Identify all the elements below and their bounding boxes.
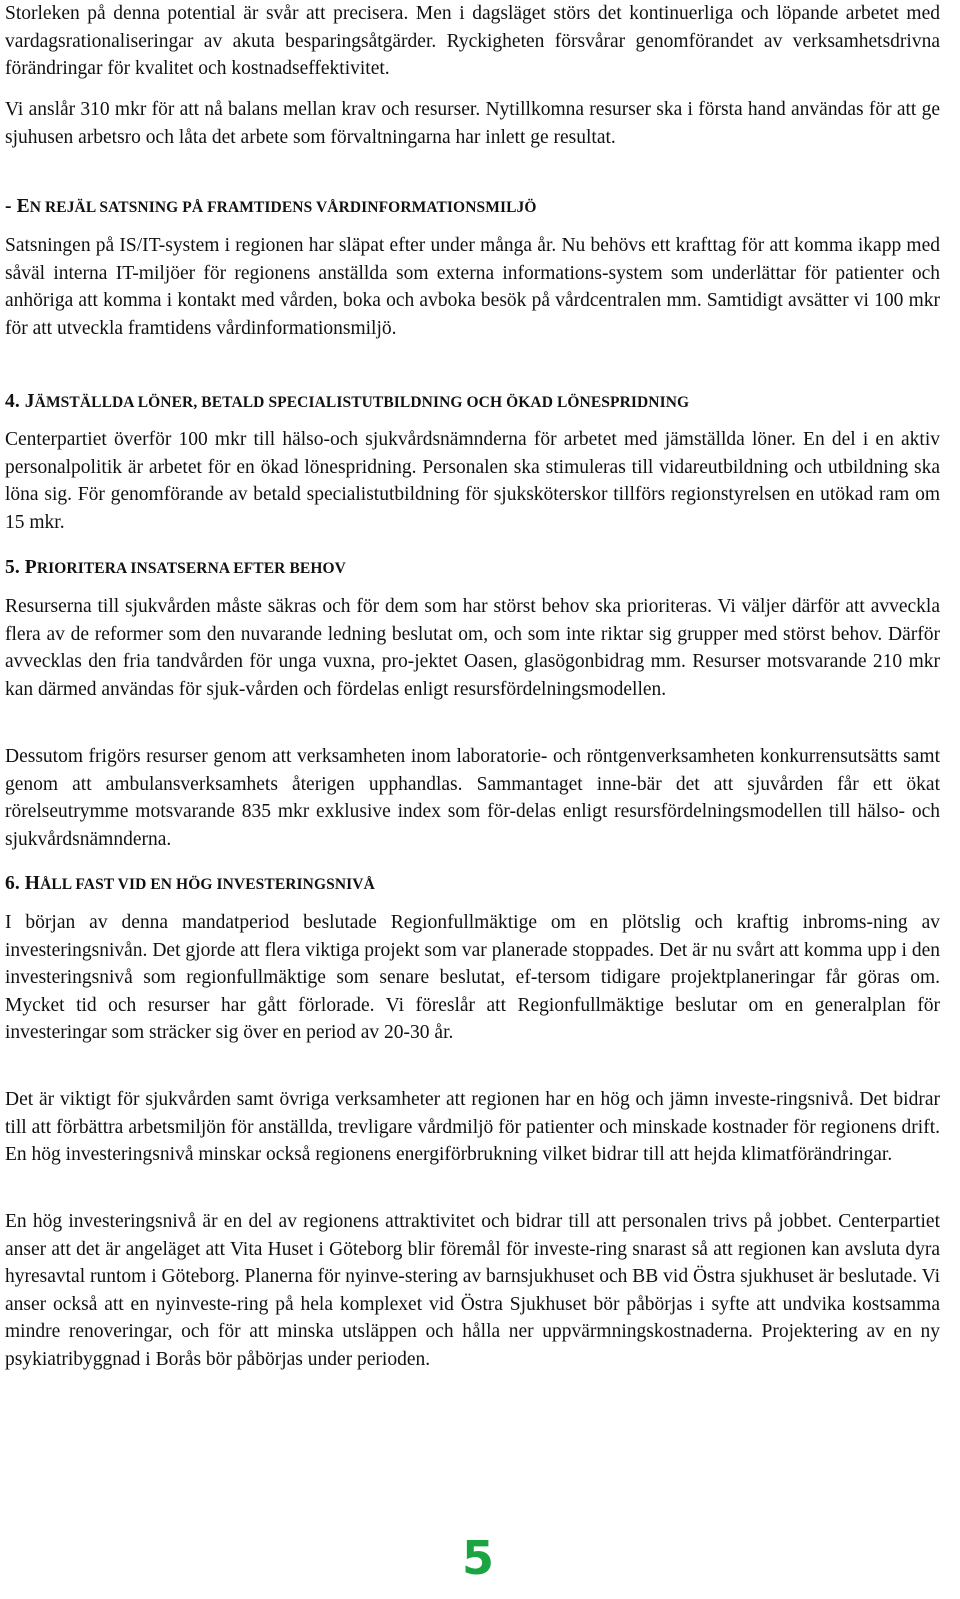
- heading-section-5-initial: 5. P: [5, 557, 37, 578]
- heading-section-4-rest: ÄMSTÄLLDA LÖNER, BETALD SPECIALISTUTBILDNING OCH ÖKAD LÖNESPRIDNING: [34, 394, 690, 411]
- paragraph-investment-benefits: Det är viktigt för sjukvården samt övriga verksamheter att regionen har en hög och jämn investe-ringsnivå. Det bidrar till att förbättra arbetsmiljön för anställda, trevligare vårdmiljö för patienter och minskade kostnader för regionens drift. En hög investeringsnivå minskar också regionens energiförbrukning vilket bidrar till att hejda klimatförändringar.: [5, 1089, 940, 1166]
- heading-section-6: [5, 873, 940, 896]
- heading-section-6-rest: ÅLL FAST VID EN HÖG INVESTERINGSNIVÅ: [40, 876, 375, 893]
- paragraph-salaries: Centerpartiet överför 100 mkr till hälso-och sjukvårdsnämnderna för arbetet med jämställda löner. En del i en aktiv personalpolitik är arbetet för en ökad lönespridning. Personalen ska stimuleras till vidareutbildning och utbildning ska löna sig. För genomförande av betald specialistutbildning för sjuksköterskor tillförs regionstyrelsen en utökad ram om 15 mkr.: [5, 429, 940, 533]
- heading-section-5-rest: RIORITERA INSATSERNA EFTER BEHOV: [36, 560, 346, 577]
- paragraph-potential: Storleken på denna potential är svår att precisera. Men i dagsläget störs det kontinuerliga och löpande arbetet med vardagsrationaliseringar av akuta besparingsåtgärder. Ryckigheten försvårar genomförandet av verksamhetsdrivna förändringar för kvalitet och kostnadseffektivitet.: [5, 3, 940, 80]
- paragraph-priorities: Resurserna till sjukvården måste säkras och för dem som har störst behov ska prioriteras. Vi väljer därför att avveckla flera av de reformer som den nuvarande ledning beslutat om, och som inte riktar sig grupper med störst behov. Därför avvecklas den fria tandvården för unga vuxna, pro-jektet Oasen, glasögonbidrag mm. Resurser motsvarande 210 mkr kan därmed användas för sjuk-vården och fördelas enligt resursfördelningsmodellen.: [5, 596, 940, 700]
- heading-section-6-initial: 6. H: [5, 873, 41, 894]
- page-number: 5: [461, 1531, 494, 1585]
- paragraph-it-systems: Satsningen på IS/IT-system i regionen har släpat efter under många år. Nu behövs ett krafttag för att komma ikapp med såväl interna IT-miljöer för regionens anställda som externa informations-system som underlättar för patienter och anhöriga att komma i kontakt med vården, boka och avboka besök på vårdcentralen mm. Samtidigt avsätter vi 100 mkr för att utveckla framtidens vårdinformationsmiljö.: [5, 235, 940, 339]
- paragraph-resources: Dessutom frigörs resurser genom att verksamheten inom laboratorie- och röntgenverksamheten konkurrensutsätts samt genom att ambulansverksamhets återigen upphandlas. Sammantaget inne-bär det att sjuvården får ett ökat rörelseutrymme motsvarande 835 mkr exklusive index som för-delas enligt resursfördelningsmodellen till hälso- och sjukvårdsnämnderna.: [5, 746, 940, 850]
- heading-section-5: [5, 557, 940, 580]
- paragraph-attractiveness: En hög investeringsnivå är en del av regionens attraktivitet och bidrar till att personalen trivs på jobbet. Centerpartiet anser att det är angeläget att Vita Huset i Göteborg blir föremål för investe-ring snarast så att regionen kan avsluta dyra hyresavtal runtom i Göteborg. Planerna för nyinve-stering av barnsjukhuset och BB vid Östra sjukhuset är beslutade. Vi anser också att en nyinveste-ring på hela komplexet vid Östra Sjukhuset bör påbörjas i syfte att undvika kostsamma mindre renoveringar, och för att minska utsläppen och hålla ner uppvärmningskostnaderna. Projektering av en ny psykiatribyggnad i Borås bör påbörjas under perioden.: [5, 1211, 941, 1370]
- heading-it-investment: [5, 196, 940, 219]
- heading-section-4: [5, 391, 940, 414]
- heading-it-investment-initial: - E: [5, 196, 30, 217]
- paragraph-investment-level: I början av denna mandatperiod beslutade Regionfullmäktige om en plötslig och kraftig inbroms-ning av investeringsnivån. Det gjorde att flera viktiga projekt som var planerade stoppades. Det är nu svårt att komma upp i den investeringsnivå som regionfullmäktige som senare beslutat, ef-tersom tidigare projektplaneringar får göras om. Mycket tid och resurser har gått förlorade. Vi föreslår att Regionfullmäktige beslutar om en generalplan för investeringar som sträcker sig över en period av 20-30 år.: [5, 912, 940, 1044]
- heading-section-4-initial: 4. J: [5, 391, 35, 412]
- heading-it-investment-rest: N REJÄL SATSNING PÅ FRAMTIDENS VÅRDINFORMATIONSMILJÖ: [29, 199, 537, 216]
- paragraph-funding: Vi anslår 310 mkr för att nå balans mellan krav och resurser. Nytillkomna resurser ska i första hand användas för att ge sjuhusen arbetsro och låta det arbete som förvaltningarna har inlett ge resultat.: [5, 99, 940, 148]
